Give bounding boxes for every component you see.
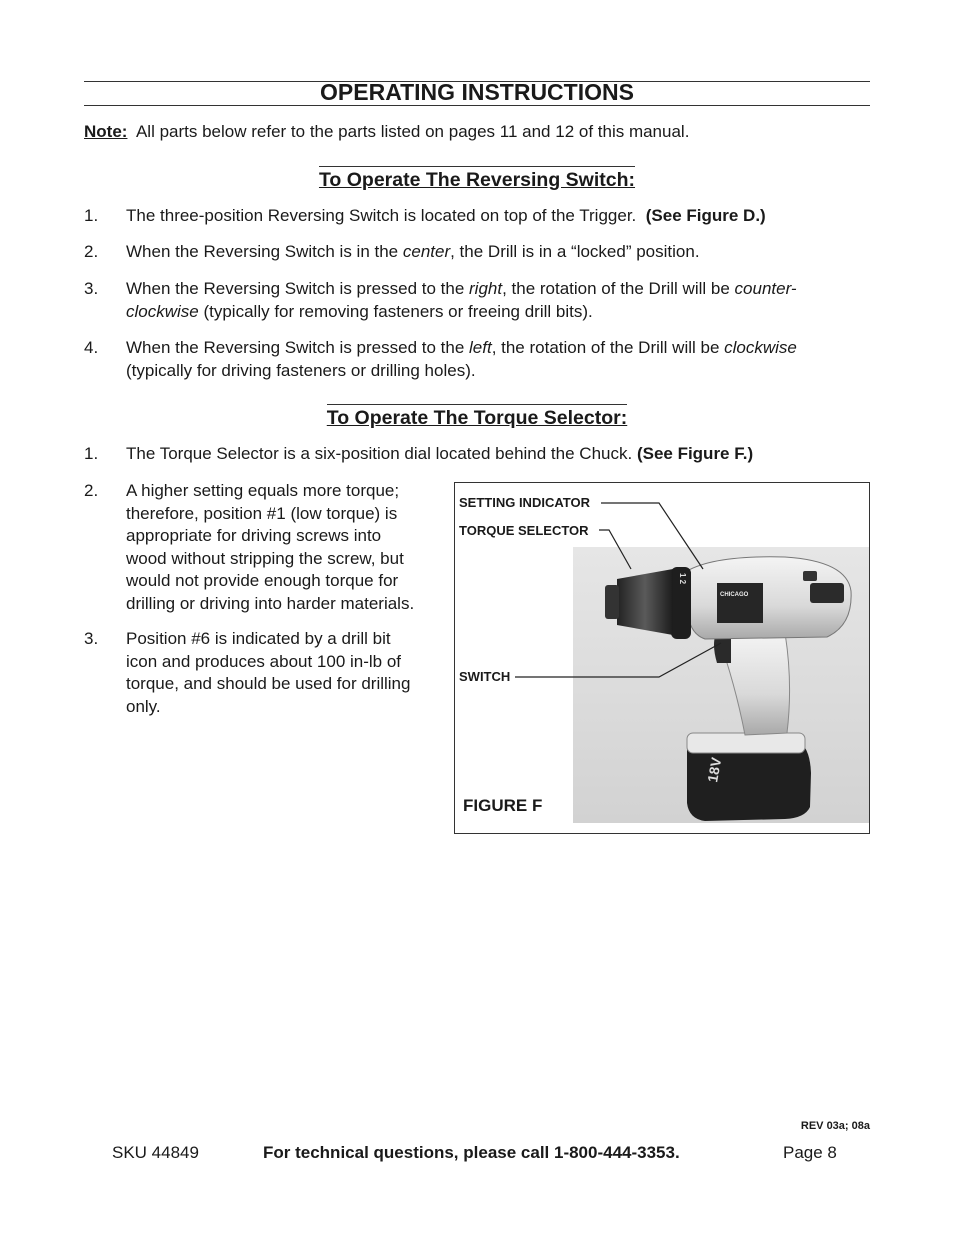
callout-setting-indicator: SETTING INDICATOR bbox=[459, 495, 590, 510]
footer-sku: SKU 44849 bbox=[112, 1143, 199, 1162]
torque-heading: To Operate The Torque Selector: bbox=[0, 404, 954, 430]
chuck bbox=[617, 569, 673, 635]
battery-label: 18V bbox=[704, 756, 725, 784]
note bbox=[84, 122, 689, 142]
revision-code: REV 03a; 08a bbox=[800, 1120, 870, 1132]
callout-switch: SWITCH bbox=[459, 669, 511, 684]
note-label: Note: bbox=[84, 122, 128, 141]
list-item: 3. Position #6 is indicated by a drill bit icon and produces about 100 in-lb of torque, and should be used for drilling only. bbox=[84, 629, 411, 716]
list-item: 3. When the Reversing Switch is pressed to the right, the rotation of the Drill will be counter- clockwise (typically for removing fasteners or freeing drill bits). bbox=[84, 279, 797, 321]
svg-text:CHICAGO: CHICAGO bbox=[720, 592, 749, 598]
note-text: All parts below refer to the parts listed on pages 11 and 12 of this manual. bbox=[135, 122, 690, 141]
list-item: 4. When the Reversing Switch is pressed to the left, the rotation of the Drill will be clockwise (typically for driving fasteners or drilling holes). bbox=[84, 338, 797, 380]
footer-page-number: Page 8 bbox=[783, 1143, 837, 1162]
list-item: 2. A higher setting equals more torque; therefore, position #1 (low torque) is appropriate for driving screws into wood without stripping the screw, but would not provide enough torque for drilling or driving into harder materials. bbox=[84, 481, 415, 613]
figure-caption: FIGURE F bbox=[463, 796, 543, 815]
page-title: OPERATING INSTRUCTIONS bbox=[320, 79, 634, 105]
setting-indicator: 1 2 bbox=[678, 573, 687, 585]
title-underline bbox=[84, 105, 870, 106]
footer-support: For technical questions, please call 1-800-444-3353. bbox=[263, 1143, 680, 1162]
callout-torque-selector: TORQUE SELECTOR bbox=[459, 523, 589, 538]
reversing-heading: To Operate The Reversing Switch: bbox=[0, 166, 954, 192]
figure-f bbox=[454, 482, 870, 834]
